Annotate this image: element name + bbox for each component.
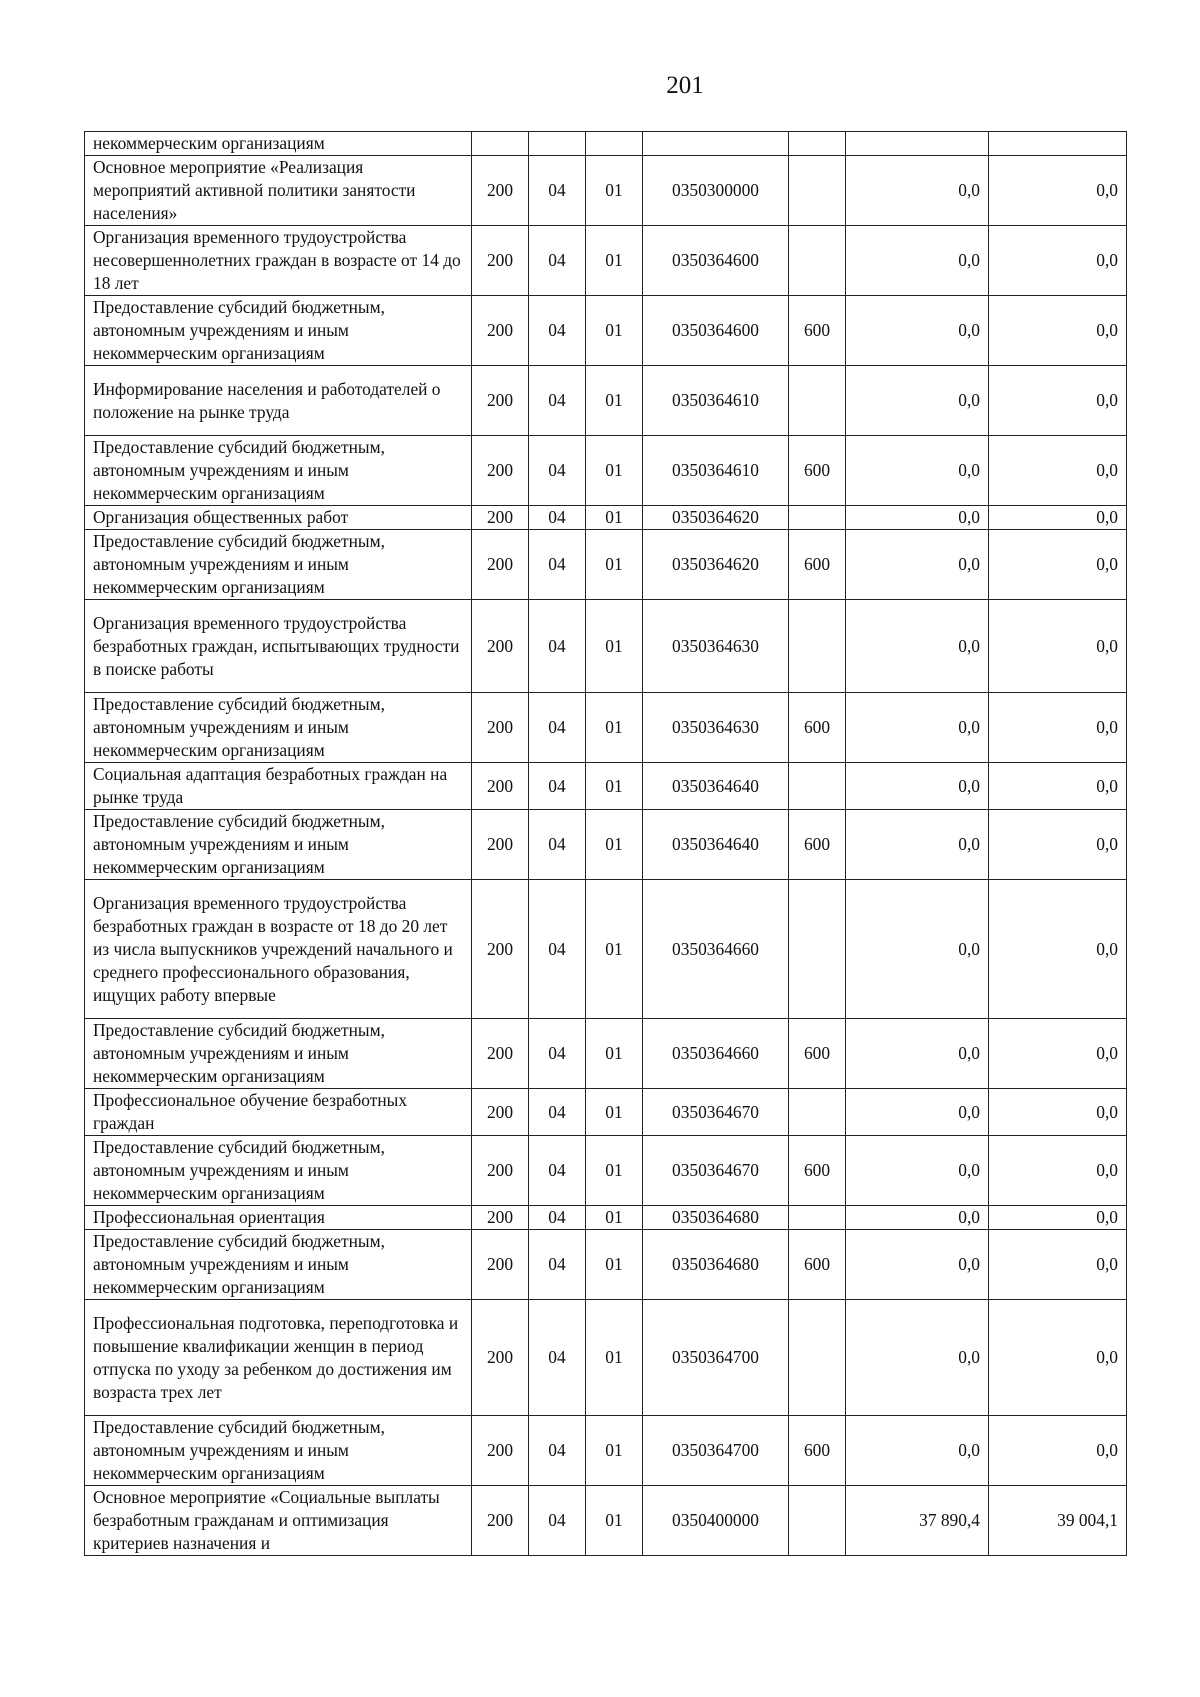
subsection-code-cell: 01 bbox=[586, 1416, 643, 1486]
subsection-code-cell: 01 bbox=[586, 366, 643, 436]
row-name-cell: Профессиональное обучение безработных граждан bbox=[85, 1089, 472, 1136]
amount-year2-cell: 0,0 bbox=[989, 506, 1127, 530]
subsection-code-cell: 01 bbox=[586, 530, 643, 600]
expense-type-cell bbox=[789, 156, 846, 226]
amount-year1-cell: 0,0 bbox=[846, 1136, 989, 1206]
table-row bbox=[85, 600, 1127, 693]
amount-year1-cell bbox=[846, 132, 989, 156]
target-article-cell: 0350364610 bbox=[643, 366, 789, 436]
ved-code-cell: 200 bbox=[472, 1486, 529, 1556]
ved-code-cell: 200 bbox=[472, 226, 529, 296]
ved-code-cell: 200 bbox=[472, 1019, 529, 1089]
ved-code-cell: 200 bbox=[472, 1230, 529, 1300]
row-name-cell: Основное мероприятие «Реализация мероприятий активной политики занятости населения» bbox=[85, 156, 472, 226]
section-code-cell: 04 bbox=[529, 1230, 586, 1300]
subsection-code-cell: 01 bbox=[586, 296, 643, 366]
row-name-cell: Социальная адаптация безработных граждан на рынке труда bbox=[85, 763, 472, 810]
row-name-cell: Организация временного трудоустройства несовершеннолетних граждан в возрасте от 14 до 18 лет bbox=[85, 226, 472, 296]
page-number: 201 bbox=[666, 72, 704, 99]
expense-type-cell: 600 bbox=[789, 296, 846, 366]
ved-code-cell: 200 bbox=[472, 366, 529, 436]
row-name-cell: Предоставление субсидий бюджетным, автономным учреждениям и иным некоммерческим организациям bbox=[85, 1019, 472, 1089]
target-article-cell: 0350364620 bbox=[643, 530, 789, 600]
expense-type-cell bbox=[789, 226, 846, 296]
subsection-code-cell: 01 bbox=[586, 763, 643, 810]
section-code-cell: 04 bbox=[529, 1486, 586, 1556]
ved-code-cell: 200 bbox=[472, 436, 529, 506]
amount-year2-cell: 0,0 bbox=[989, 1206, 1127, 1230]
table-row bbox=[85, 880, 1127, 1019]
expense-type-cell bbox=[789, 366, 846, 436]
amount-year2-cell: 0,0 bbox=[989, 1230, 1127, 1300]
target-article-cell: 0350364700 bbox=[643, 1416, 789, 1486]
ved-code-cell: 200 bbox=[472, 296, 529, 366]
row-name-cell: Организация общественных работ bbox=[85, 506, 472, 530]
amount-year2-cell: 0,0 bbox=[989, 1300, 1127, 1416]
subsection-code-cell: 01 bbox=[586, 1089, 643, 1136]
amount-year1-cell: 0,0 bbox=[846, 1300, 989, 1416]
table-row bbox=[85, 1300, 1127, 1416]
ved-code-cell: 200 bbox=[472, 506, 529, 530]
subsection-code-cell: 01 bbox=[586, 600, 643, 693]
ved-code-cell: 200 bbox=[472, 1300, 529, 1416]
target-article-cell: 0350364630 bbox=[643, 600, 789, 693]
ved-code-cell: 200 bbox=[472, 1416, 529, 1486]
amount-year2-cell: 0,0 bbox=[989, 366, 1127, 436]
table-row bbox=[85, 1089, 1127, 1136]
row-name-cell: Предоставление субсидий бюджетным, автономным учреждениям и иным некоммерческим организациям bbox=[85, 436, 472, 506]
amount-year2-cell: 0,0 bbox=[989, 226, 1127, 296]
ved-code-cell: 200 bbox=[472, 693, 529, 763]
row-name-cell: Организация временного трудоустройства безработных граждан в возрасте от 18 до 20 лет из числа выпускников учреждений начального и среднего профессионального образования, ищущих работу впервые bbox=[85, 880, 472, 1019]
section-code-cell: 04 bbox=[529, 880, 586, 1019]
section-code-cell: 04 bbox=[529, 1019, 586, 1089]
row-name-cell: некоммерческим организациям bbox=[85, 132, 472, 156]
row-name-cell: Предоставление субсидий бюджетным, автономным учреждениям и иным некоммерческим организациям bbox=[85, 693, 472, 763]
subsection-code-cell: 01 bbox=[586, 1300, 643, 1416]
amount-year1-cell: 0,0 bbox=[846, 296, 989, 366]
expense-type-cell bbox=[789, 1089, 846, 1136]
subsection-code-cell: 01 bbox=[586, 1230, 643, 1300]
amount-year1-cell: 0,0 bbox=[846, 156, 989, 226]
table-row bbox=[85, 1019, 1127, 1089]
expense-type-cell: 600 bbox=[789, 1230, 846, 1300]
amount-year1-cell: 0,0 bbox=[846, 810, 989, 880]
expense-type-cell bbox=[789, 763, 846, 810]
subsection-code-cell bbox=[586, 132, 643, 156]
table-row bbox=[85, 156, 1127, 226]
subsection-code-cell: 01 bbox=[586, 436, 643, 506]
expense-type-cell bbox=[789, 880, 846, 1019]
ved-code-cell: 200 bbox=[472, 530, 529, 600]
amount-year2-cell: 0,0 bbox=[989, 693, 1127, 763]
amount-year2-cell: 0,0 bbox=[989, 1136, 1127, 1206]
target-article-cell: 0350300000 bbox=[643, 156, 789, 226]
row-name-cell: Предоставление субсидий бюджетным, автономным учреждениям и иным некоммерческим организациям bbox=[85, 810, 472, 880]
target-article-cell: 0350364700 bbox=[643, 1300, 789, 1416]
row-name-cell: Профессиональная ориентация bbox=[85, 1206, 472, 1230]
row-name-cell: Предоставление субсидий бюджетным, автономным учреждениям и иным некоммерческим организациям bbox=[85, 1136, 472, 1206]
section-code-cell: 04 bbox=[529, 1300, 586, 1416]
expense-type-cell: 600 bbox=[789, 436, 846, 506]
amount-year2-cell: 0,0 bbox=[989, 530, 1127, 600]
amount-year1-cell: 0,0 bbox=[846, 763, 989, 810]
expense-type-cell bbox=[789, 600, 846, 693]
amount-year1-cell: 0,0 bbox=[846, 600, 989, 693]
subsection-code-cell: 01 bbox=[586, 226, 643, 296]
amount-year2-cell: 0,0 bbox=[989, 156, 1127, 226]
section-code-cell: 04 bbox=[529, 226, 586, 296]
section-code-cell: 04 bbox=[529, 1416, 586, 1486]
row-name-cell: Профессиональная подготовка, переподготовка и повышение квалификации женщин в период отпуска по уходу за ребенком до достижения им возраста трех лет bbox=[85, 1300, 472, 1416]
expense-type-cell: 600 bbox=[789, 1136, 846, 1206]
target-article-cell: 0350364680 bbox=[643, 1206, 789, 1230]
amount-year1-cell: 0,0 bbox=[846, 530, 989, 600]
table-row bbox=[85, 1486, 1127, 1556]
target-article-cell: 0350364610 bbox=[643, 436, 789, 506]
table-row bbox=[85, 506, 1127, 530]
target-article-cell: 0350364600 bbox=[643, 296, 789, 366]
table-row bbox=[85, 763, 1127, 810]
row-name-cell: Предоставление субсидий бюджетным, автономным учреждениям и иным некоммерческим организациям bbox=[85, 1416, 472, 1486]
amount-year2-cell: 0,0 bbox=[989, 1089, 1127, 1136]
expense-type-cell bbox=[789, 1206, 846, 1230]
ved-code-cell: 200 bbox=[472, 156, 529, 226]
table-row bbox=[85, 1136, 1127, 1206]
table-row bbox=[85, 810, 1127, 880]
ved-code-cell: 200 bbox=[472, 763, 529, 810]
amount-year1-cell: 37 890,4 bbox=[846, 1486, 989, 1556]
row-name-cell: Основное мероприятие «Социальные выплаты безработным гражданам и оптимизация критериев назначения и bbox=[85, 1486, 472, 1556]
table-row bbox=[85, 132, 1127, 156]
table-row bbox=[85, 693, 1127, 763]
subsection-code-cell: 01 bbox=[586, 1136, 643, 1206]
amount-year2-cell: 39 004,1 bbox=[989, 1486, 1127, 1556]
section-code-cell: 04 bbox=[529, 1136, 586, 1206]
subsection-code-cell: 01 bbox=[586, 880, 643, 1019]
amount-year2-cell bbox=[989, 132, 1127, 156]
amount-year1-cell: 0,0 bbox=[846, 436, 989, 506]
table-row bbox=[85, 1416, 1127, 1486]
table-row bbox=[85, 1206, 1127, 1230]
section-code-cell: 04 bbox=[529, 1089, 586, 1136]
amount-year1-cell: 0,0 bbox=[846, 880, 989, 1019]
ved-code-cell bbox=[472, 132, 529, 156]
section-code-cell: 04 bbox=[529, 1206, 586, 1230]
target-article-cell: 0350364670 bbox=[643, 1136, 789, 1206]
target-article-cell: 0350364640 bbox=[643, 763, 789, 810]
expense-type-cell bbox=[789, 1300, 846, 1416]
amount-year2-cell: 0,0 bbox=[989, 1019, 1127, 1089]
section-code-cell: 04 bbox=[529, 436, 586, 506]
expense-type-cell: 600 bbox=[789, 1019, 846, 1089]
amount-year1-cell: 0,0 bbox=[846, 366, 989, 436]
ved-code-cell: 200 bbox=[472, 1206, 529, 1230]
expense-type-cell: 600 bbox=[789, 693, 846, 763]
table-row bbox=[85, 530, 1127, 600]
section-code-cell: 04 bbox=[529, 763, 586, 810]
row-name-cell: Информирование населения и работодателей о положение на рынке труда bbox=[85, 366, 472, 436]
section-code-cell: 04 bbox=[529, 296, 586, 366]
subsection-code-cell: 01 bbox=[586, 1486, 643, 1556]
table-row bbox=[85, 226, 1127, 296]
row-name-cell: Предоставление субсидий бюджетным, автономным учреждениям и иным некоммерческим организациям bbox=[85, 1230, 472, 1300]
target-article-cell: 0350364670 bbox=[643, 1089, 789, 1136]
target-article-cell: 0350364620 bbox=[643, 506, 789, 530]
amount-year1-cell: 0,0 bbox=[846, 1019, 989, 1089]
ved-code-cell: 200 bbox=[472, 880, 529, 1019]
expense-type-cell bbox=[789, 506, 846, 530]
subsection-code-cell: 01 bbox=[586, 156, 643, 226]
table-row bbox=[85, 436, 1127, 506]
target-article-cell: 0350400000 bbox=[643, 1486, 789, 1556]
amount-year1-cell: 0,0 bbox=[846, 1089, 989, 1136]
target-article-cell: 0350364600 bbox=[643, 226, 789, 296]
target-article-cell bbox=[643, 132, 789, 156]
amount-year1-cell: 0,0 bbox=[846, 1230, 989, 1300]
budget-table bbox=[84, 131, 1127, 1556]
ved-code-cell: 200 bbox=[472, 1089, 529, 1136]
row-name-cell: Организация временного трудоустройства безработных граждан, испытывающих трудности в поиске работы bbox=[85, 600, 472, 693]
amount-year1-cell: 0,0 bbox=[846, 693, 989, 763]
target-article-cell: 0350364640 bbox=[643, 810, 789, 880]
section-code-cell: 04 bbox=[529, 810, 586, 880]
section-code-cell: 04 bbox=[529, 530, 586, 600]
expense-type-cell bbox=[789, 132, 846, 156]
subsection-code-cell: 01 bbox=[586, 810, 643, 880]
row-name-cell: Предоставление субсидий бюджетным, автономным учреждениям и иным некоммерческим организациям bbox=[85, 296, 472, 366]
ved-code-cell: 200 bbox=[472, 1136, 529, 1206]
expense-type-cell: 600 bbox=[789, 530, 846, 600]
amount-year1-cell: 0,0 bbox=[846, 1206, 989, 1230]
target-article-cell: 0350364660 bbox=[643, 880, 789, 1019]
amount-year2-cell: 0,0 bbox=[989, 1416, 1127, 1486]
subsection-code-cell: 01 bbox=[586, 1206, 643, 1230]
subsection-code-cell: 01 bbox=[586, 1019, 643, 1089]
ved-code-cell: 200 bbox=[472, 600, 529, 693]
subsection-code-cell: 01 bbox=[586, 506, 643, 530]
ved-code-cell: 200 bbox=[472, 810, 529, 880]
target-article-cell: 0350364680 bbox=[643, 1230, 789, 1300]
target-article-cell: 0350364660 bbox=[643, 1019, 789, 1089]
amount-year2-cell: 0,0 bbox=[989, 810, 1127, 880]
amount-year1-cell: 0,0 bbox=[846, 1416, 989, 1486]
expense-type-cell bbox=[789, 1486, 846, 1556]
table-row bbox=[85, 296, 1127, 366]
amount-year2-cell: 0,0 bbox=[989, 880, 1127, 1019]
amount-year2-cell: 0,0 bbox=[989, 436, 1127, 506]
amount-year2-cell: 0,0 bbox=[989, 763, 1127, 810]
section-code-cell bbox=[529, 132, 586, 156]
section-code-cell: 04 bbox=[529, 156, 586, 226]
table-row bbox=[85, 1230, 1127, 1300]
amount-year1-cell: 0,0 bbox=[846, 506, 989, 530]
expense-type-cell: 600 bbox=[789, 810, 846, 880]
section-code-cell: 04 bbox=[529, 600, 586, 693]
row-name-cell: Предоставление субсидий бюджетным, автономным учреждениям и иным некоммерческим организациям bbox=[85, 530, 472, 600]
expense-type-cell: 600 bbox=[789, 1416, 846, 1486]
section-code-cell: 04 bbox=[529, 506, 586, 530]
amount-year1-cell: 0,0 bbox=[846, 226, 989, 296]
subsection-code-cell: 01 bbox=[586, 693, 643, 763]
section-code-cell: 04 bbox=[529, 366, 586, 436]
table-row bbox=[85, 366, 1127, 436]
amount-year2-cell: 0,0 bbox=[989, 600, 1127, 693]
target-article-cell: 0350364630 bbox=[643, 693, 789, 763]
section-code-cell: 04 bbox=[529, 693, 586, 763]
amount-year2-cell: 0,0 bbox=[989, 296, 1127, 366]
